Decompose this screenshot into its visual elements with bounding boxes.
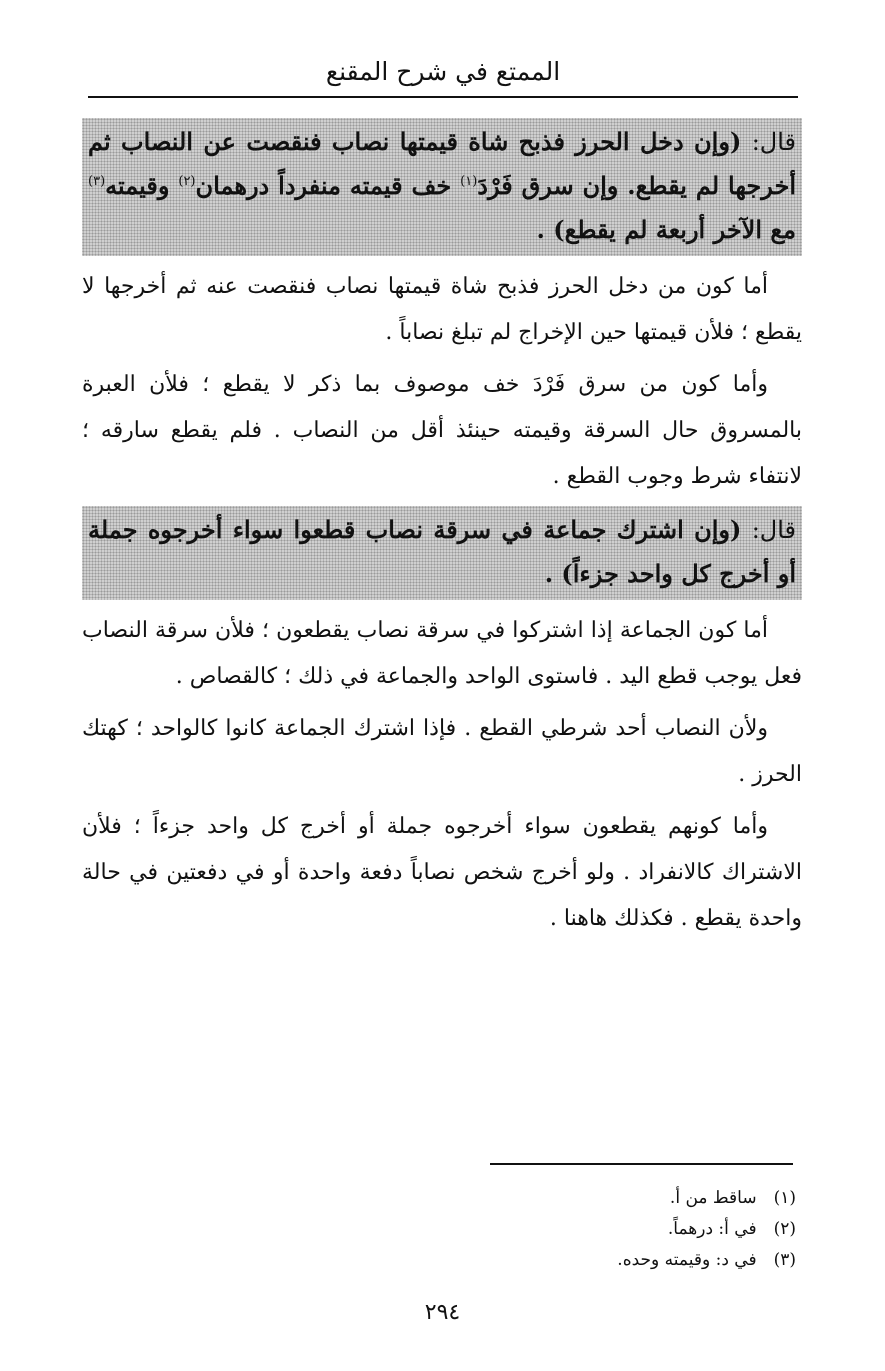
main-text bbox=[82, 118, 802, 948]
commentary-paragraph: أما كون الجماعة إذا اشتركوا في سرقة نصاب يقطعون ؛ فلأن سرقة النصاب فعل يوجب قطع اليد . فاستوى الواحد والجماعة في ذلك ؛ كالقصاص . bbox=[82, 618, 802, 689]
footnote-ref-2: (٢) bbox=[178, 174, 196, 189]
matn-text: وقيمته bbox=[105, 171, 179, 200]
footnote-ref-1: (١) bbox=[460, 174, 478, 189]
footnote-text: في د: وقيمته وحده. bbox=[617, 1250, 757, 1270]
footnote-rule bbox=[490, 1163, 793, 1165]
footnote-text: ساقط من أ. bbox=[669, 1188, 757, 1208]
header-rule bbox=[88, 96, 798, 98]
footnote-item bbox=[480, 1245, 796, 1276]
commentary-paragraph: أما كون من دخل الحرز فذبح شاة قيمتها نصاب فنقصت عنه ثم أخرجها لا يقطع ؛ فلأن قيمتها حين الإخراج لم تبلغ نصاباً . bbox=[82, 274, 802, 345]
footnote-number: (٣) bbox=[773, 1250, 796, 1270]
matn-lead: قال: bbox=[751, 516, 796, 544]
footnote-text: في أ: درهماً. bbox=[667, 1219, 757, 1239]
footnote-item bbox=[480, 1214, 796, 1245]
running-title: الممتع في شرح المقنع bbox=[325, 57, 561, 86]
footnote-number: (١) bbox=[773, 1188, 796, 1208]
commentary-paragraph: وأما كون من سرق فَرْدَ خف موصوف بما ذكر لا يقطع ؛ فلأن العبرة بالمسروق حال السرقة وقيمته حينئذ أقل من النصاب . فلم يقطع سارقه ؛ لانتفاء شرط وجوب القطع . bbox=[82, 372, 802, 489]
commentary-paragraph: ولأن النصاب أحد شرطي القطع . فإذا اشترك الجماعة كانوا كالواحد ؛ كهتك الحرز . bbox=[82, 716, 802, 787]
footnote-number: (٢) bbox=[773, 1219, 796, 1239]
matn-lead: قال: bbox=[751, 128, 797, 156]
footnote-ref-3: (٣) bbox=[88, 174, 106, 189]
footnote-item bbox=[480, 1183, 796, 1214]
footnotes bbox=[480, 1183, 796, 1276]
matn-text: (وإن دخل الحرز فذبح شاة قيمتها نصاب فنقصت عن النصاب ثم أخرجها لم يقطع. وإن سرق فَرْدَ bbox=[88, 127, 796, 200]
matn-block-2 bbox=[82, 506, 802, 600]
page-number: ٢٩٤ bbox=[424, 1300, 461, 1325]
matn-text: خف قيمته منفرداً درهمان bbox=[195, 171, 461, 200]
matn-text: مع الآخر أربعة لم يقطع) . bbox=[536, 215, 796, 244]
matn-block-1 bbox=[82, 118, 802, 256]
matn-text: (وإن اشترك جماعة في سرقة نصاب قطعوا سواء أخرجوه جملة أو أخرج كل واحد جزءاً) . bbox=[88, 515, 796, 588]
commentary-paragraph: وأما كونهم يقطعون سواء أخرجوه جملة أو أخرج كل واحد جزءاً ؛ فلأن الاشتراك كالانفراد . ولو أخرج شخص نصاباً دفعة واحدة أو في دفعتين في حالة واحدة يقطع . فكذلك هاهنا . bbox=[82, 814, 802, 931]
